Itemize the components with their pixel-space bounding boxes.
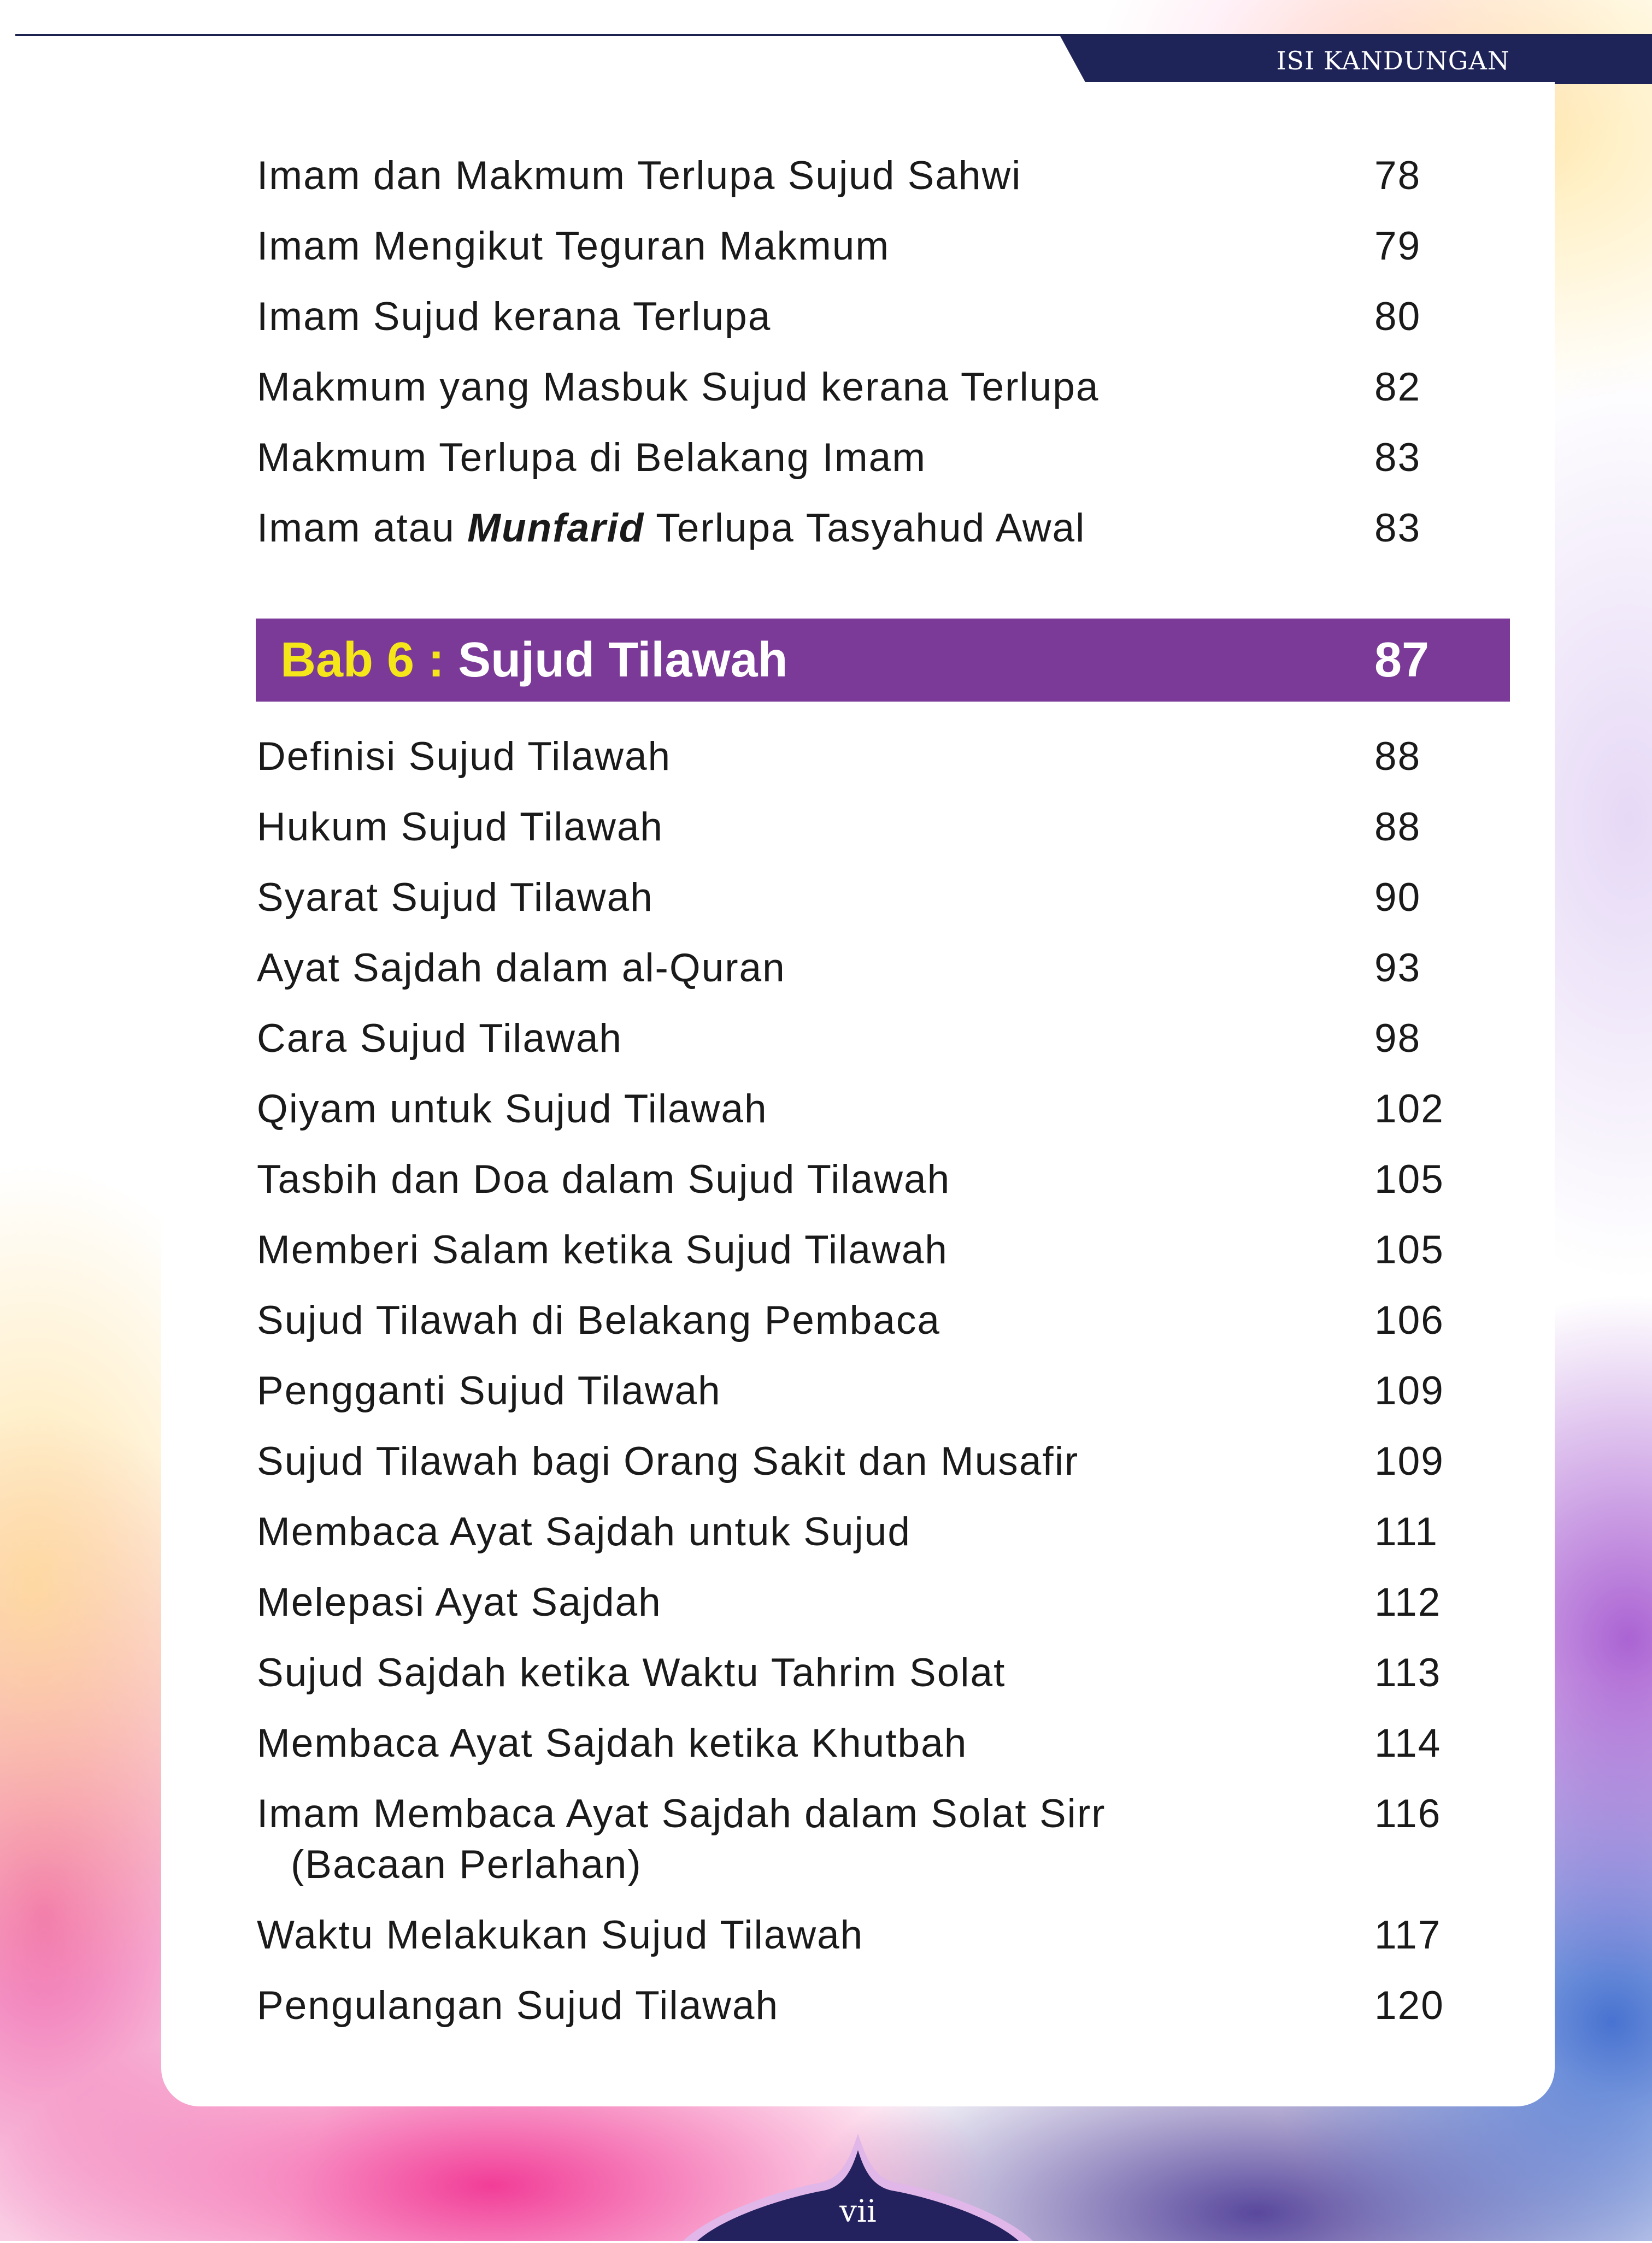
toc-entry-page: 117 [1374,1913,1442,1957]
toc-entry-page: 112 [1374,1580,1442,1624]
toc-entry-page: 116 [1374,1792,1442,1836]
toc-entry[interactable] [257,219,1437,274]
toc-entry-title-continuation: (Bacaan Perlahan) [291,1842,642,1887]
toc-entry-title: Makmum yang Masbuk Sujud kerana Terlupa [257,365,1100,409]
toc-entry-title: Definisi Sujud Tilawah [257,734,672,779]
toc-entry-page: 78 [1374,154,1421,198]
section-label: ISI KANDUNGAN [1276,46,1510,75]
toc-entry-page: 102 [1374,1087,1444,1131]
toc-entry[interactable] [257,431,1437,485]
toc-entry-page: 88 [1374,805,1421,849]
chapter-page: 87 [1374,633,1430,687]
toc-entry-page: 88 [1374,734,1421,779]
chapter-heading-text [280,619,788,702]
toc-entry-page: 106 [1374,1298,1444,1343]
toc-entry-title-prefix: Imam atau [257,506,468,550]
toc-entry-page: 109 [1374,1439,1444,1483]
toc-entry-title: Waktu Melakukan Sujud Tilawah [257,1913,864,1957]
toc-entry-title: Hukum Sujud Tilawah [257,805,664,849]
toc-entry-title: Melepasi Ayat Sajdah [257,1580,662,1624]
toc-entry-page: 98 [1374,1016,1421,1061]
toc-entry-page: 80 [1374,295,1421,339]
toc-entry[interactable] [257,360,1437,415]
toc-entry[interactable] [257,1716,1442,1771]
toc-entry-page: 105 [1374,1228,1444,1272]
toc-entry-title: Syarat Sujud Tilawah [257,875,654,920]
toc-entry-title: Qiyam untuk Sujud Tilawah [257,1087,768,1131]
toc-entry[interactable] [257,1505,1437,1559]
toc-entry[interactable] [257,1364,1444,1418]
toc-entry[interactable] [257,1787,1442,1891]
toc-entry-title: Makmum Terlupa di Belakang Imam [257,435,927,480]
toc-entry-page: 93 [1374,946,1421,990]
toc-entry[interactable] [257,1646,1442,1700]
toc-entry[interactable] [257,1152,1444,1207]
toc-entry-page: 82 [1374,365,1421,409]
toc-entry[interactable] [257,1908,1442,1963]
toc-entry-page: 79 [1374,224,1421,268]
chapter-heading[interactable] [256,619,1510,702]
toc-entry-page: 113 [1374,1651,1442,1695]
toc-entry[interactable] [257,1293,1444,1348]
toc-entry-title-suffix: Terlupa Tasyahud Awal [644,506,1086,550]
toc-entry-page: 90 [1374,875,1421,920]
toc-entry-page: 109 [1374,1369,1444,1413]
toc-entry-page: 114 [1374,1721,1442,1765]
toc-entry[interactable] [257,149,1437,203]
toc-entry-title: Sujud Sajdah ketika Waktu Tahrim Solat [257,1651,1006,1695]
toc-entry-title: Cara Sujud Tilawah [257,1016,623,1061]
toc-entry[interactable] [257,870,1437,925]
toc-entry-title: Membaca Ayat Sajdah ketika Khutbah [257,1721,968,1765]
toc-entry-title: Sujud Tilawah di Belakang Pembaca [257,1298,940,1343]
toc-entry-title: Pengulangan Sujud Tilawah [257,1983,779,2028]
chapter-title: Sujud Tilawah [458,633,788,687]
toc-entry-page: 111 [1374,1510,1438,1554]
toc-entry[interactable] [257,1011,1437,1066]
toc-entry[interactable] [257,729,1437,784]
page-number-ornament [683,2128,1033,2241]
toc-entry[interactable] [257,290,1437,344]
page-number: vii [839,2194,877,2229]
toc-entry-page: 105 [1374,1157,1444,1202]
toc-entry-title: Imam Mengikut Teguran Makmum [257,224,890,268]
toc-entry[interactable] [257,501,1437,556]
toc-entry[interactable] [257,1979,1444,2033]
toc-entry-title: Membaca Ayat Sajdah untuk Sujud [257,1510,911,1554]
toc-entry-title: Ayat Sajdah dalam al-Quran [257,946,786,990]
toc-entry-title: Memberi Salam ketika Sujud Tilawah [257,1228,948,1272]
toc-entry[interactable] [257,1082,1444,1137]
toc-entry-title: Tasbih dan Doa dalam Sujud Tilawah [257,1157,951,1202]
toc-entry-title [257,501,1085,556]
toc-entry-title: Sujud Tilawah bagi Orang Sakit dan Musafir [257,1439,1079,1483]
toc-entry-title-italic: Munfarid [467,506,645,550]
toc-entry-page: 83 [1374,435,1421,480]
header-rule [15,34,1652,36]
toc-entry[interactable] [257,1434,1444,1489]
toc-entry[interactable] [257,941,1437,996]
toc-entry-page: 120 [1374,1983,1444,2028]
chapter-label: Bab 6 : [280,633,458,687]
toc-entry[interactable] [257,800,1437,855]
toc-entry[interactable] [257,1575,1442,1630]
toc-entry-title: Imam Sujud kerana Terlupa [257,295,772,339]
toc-entry-title: Imam dan Makmum Terlupa Sujud Sahwi [257,154,1022,198]
toc-entry-title: Imam Membaca Ayat Sajdah dalam Solat Sirr [257,1792,1106,1836]
toc-entry-title: Pengganti Sujud Tilawah [257,1369,721,1413]
toc-entry-page: 83 [1374,506,1421,550]
toc-entry[interactable] [257,1223,1444,1277]
